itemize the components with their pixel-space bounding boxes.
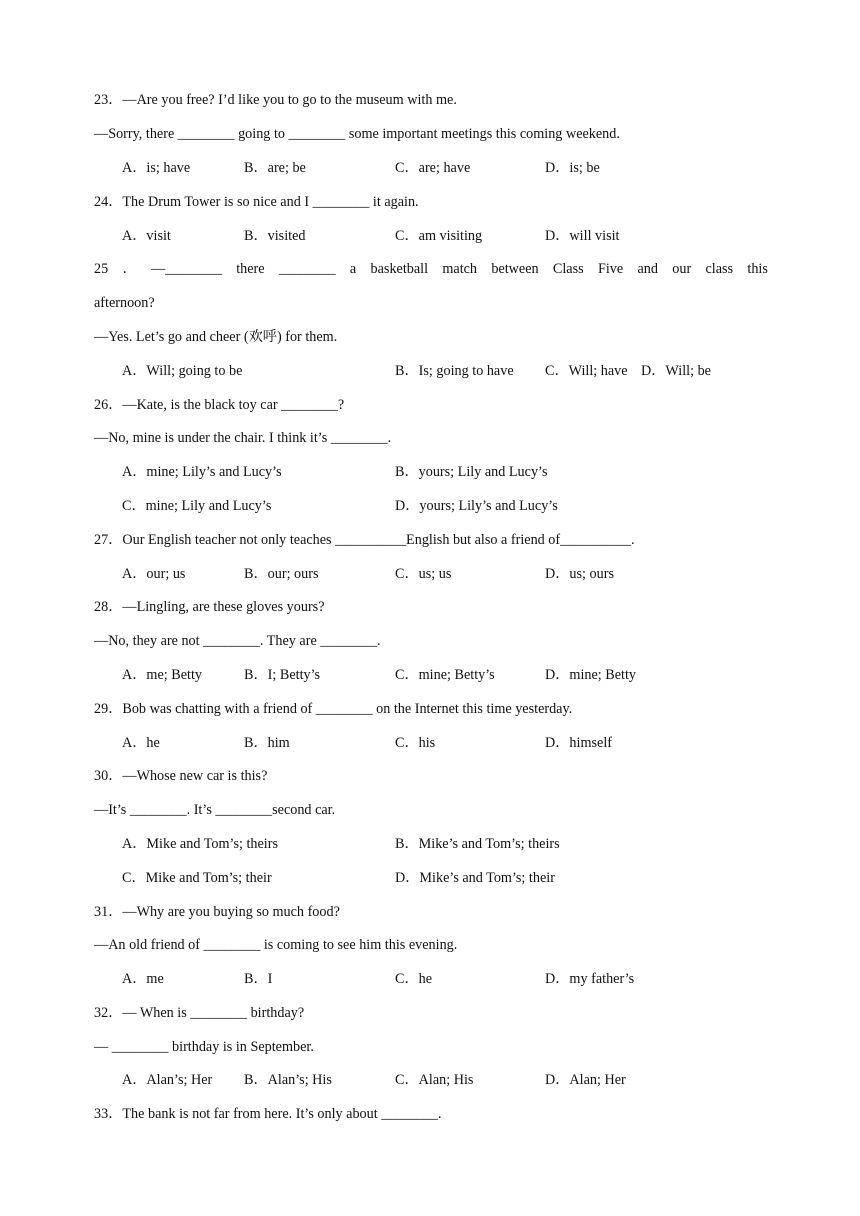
q25-word: match: [442, 261, 478, 277]
question-33-stem: 33．The bank is not far from here. It’s only about ________.: [94, 1106, 442, 1122]
q25-word: our: [672, 261, 692, 277]
question-27-option-a: A．our; us: [122, 566, 186, 582]
question-31-option-b: B．I: [244, 971, 273, 987]
question-30-option-a: A．Mike and Tom’s; theirs: [122, 836, 278, 852]
question-31-stem: 31．—Why are you buying so much food?: [94, 904, 340, 920]
question-32-option-d: D．Alan; Her: [545, 1072, 626, 1088]
q25-word: class: [705, 261, 734, 277]
question-29-option-a: A．he: [122, 735, 160, 751]
question-23-stem: 23．—Are you free? I’d like you to go to the museum with me.: [94, 92, 457, 108]
question-26-stem: 26．—Kate, is the black toy car ________?: [94, 397, 345, 413]
question-28-option-b: B．I; Betty’s: [244, 667, 321, 683]
question-28-option-a: A．me; Betty: [122, 667, 202, 683]
question-32-reply: — ________ birthday is in September.: [94, 1039, 314, 1055]
q25-word: Class: [552, 261, 584, 277]
question-28-option-d: D．mine; Betty: [545, 667, 637, 683]
q25-word: this: [747, 261, 768, 277]
question-26-option-c: C．mine; Lily and Lucy’s: [122, 498, 272, 514]
question-23-reply: —Sorry, there ________ going to ________ some important meetings this coming weekend.: [94, 126, 620, 142]
question-23-option-d: D．is; be: [545, 160, 600, 176]
question-29-option-c: C．his: [395, 735, 436, 751]
q25-word: ________: [278, 261, 336, 277]
question-28-reply: —No, they are not ________. They are ________.: [94, 633, 381, 649]
question-31-option-d: D．my father’s: [545, 971, 635, 987]
question-25-option-c: C．Will; have: [545, 363, 628, 379]
question-29-stem: 29．Bob was chatting with a friend of ________ on the Internet this time yesterday.: [94, 701, 573, 717]
question-31-reply: —An old friend of ________ is coming to see him this evening.: [94, 937, 458, 953]
question-25-stem: [94, 260, 768, 278]
q25-word: and: [637, 261, 658, 277]
question-23-option-a: A．is; have: [122, 160, 191, 176]
question-28-option-c: C．mine; Betty’s: [395, 667, 495, 683]
question-27-option-d: D．us; ours: [545, 566, 614, 582]
question-27-option-c: C．us; us: [395, 566, 452, 582]
question-30-option-d: D．Mike’s and Tom’s; their: [395, 870, 555, 886]
question-30-reply: —It’s ________. It’s ________second car.: [94, 802, 336, 818]
question-25-option-a: A．Will; going to be: [122, 363, 243, 379]
question-32-stem: 32．— When is ________ birthday?: [94, 1005, 305, 1021]
q25-word: basketball: [370, 261, 429, 277]
question-24-option-d: D．will visit: [545, 228, 620, 244]
question-28-stem: 28．—Lingling, are these gloves yours?: [94, 599, 325, 615]
question-26-reply: —No, mine is under the chair. I think it’s ________.: [94, 430, 392, 446]
q25-word: —________: [150, 261, 222, 277]
question-24-option-c: C．am visiting: [395, 228, 483, 244]
question-30-option-b: B．Mike’s and Tom’s; theirs: [395, 836, 560, 852]
question-26-option-a: A．mine; Lily’s and Lucy’s: [122, 464, 282, 480]
question-23-option-c: C．are; have: [395, 160, 471, 176]
q25-word: ．: [122, 261, 137, 277]
question-29-option-b: B．him: [244, 735, 290, 751]
q25-word: between: [491, 261, 539, 277]
question-29-option-d: D．himself: [545, 735, 612, 751]
question-24-option-a: A．visit: [122, 228, 171, 244]
question-31-option-c: C．he: [395, 971, 433, 987]
question-25-reply: —Yes. Let’s go and cheer (欢呼) for them.: [94, 329, 338, 345]
question-32-option-b: B．Alan’s; His: [244, 1072, 332, 1088]
question-27-stem: 27．Our English teacher not only teaches __________English but also a friend of__________.: [94, 532, 635, 548]
question-32-option-a: A．Alan’s; Her: [122, 1072, 213, 1088]
question-25-option-d: D．Will; be: [641, 363, 711, 379]
question-26-option-b: B．yours; Lily and Lucy’s: [395, 464, 548, 480]
q25-word: Five: [597, 261, 624, 277]
question-30-stem: 30．—Whose new car is this?: [94, 768, 268, 784]
question-25-option-b: B．Is; going to have: [395, 363, 514, 379]
question-32-option-c: C．Alan; His: [395, 1072, 474, 1088]
question-24-stem: 24．The Drum Tower is so nice and I ________ it again.: [94, 194, 419, 210]
question-25-stem-cont: afternoon?: [94, 295, 155, 311]
question-26-option-d: D．yours; Lily’s and Lucy’s: [395, 498, 558, 514]
question-23-option-b: B．are; be: [244, 160, 306, 176]
q25-word: a: [349, 261, 357, 277]
question-27-option-b: B．our; ours: [244, 566, 319, 582]
q25-word: there: [236, 261, 265, 277]
question-31-option-a: A．me: [122, 971, 164, 987]
question-24-option-b: B．visited: [244, 228, 306, 244]
q25-word: 25: [94, 261, 109, 277]
question-30-option-c: C．Mike and Tom’s; their: [122, 870, 272, 886]
